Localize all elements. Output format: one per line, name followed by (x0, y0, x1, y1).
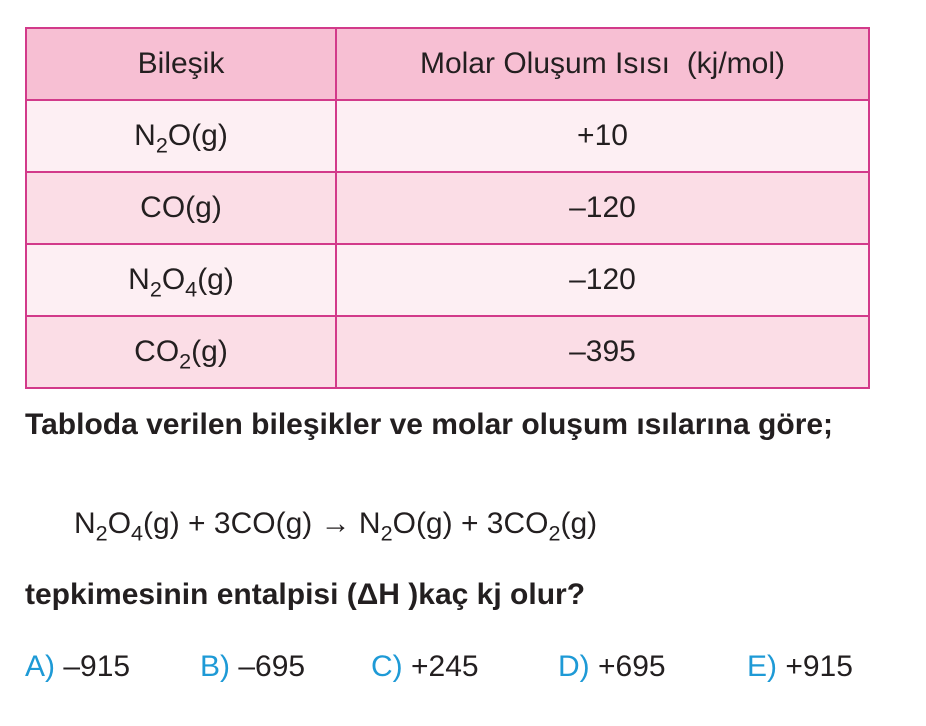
choice-c[interactable] (371, 650, 479, 684)
choice-e[interactable] (747, 650, 853, 684)
formation-heat-table (25, 27, 870, 389)
value-cell: –395 (336, 316, 869, 388)
choice-letter: E) (747, 650, 777, 683)
value-cell: –120 (336, 244, 869, 316)
question-intro: Tabloda verilen bileşikler ve molar oluşum ısılarına göre; (25, 408, 834, 441)
subscript: 2 (179, 348, 192, 374)
choice-value: –915 (63, 650, 131, 683)
choice-value: +915 (785, 650, 853, 683)
compound-cell: CO(g) (26, 172, 336, 244)
formation-heat-table-container (25, 27, 868, 382)
choice-a[interactable] (25, 650, 130, 684)
table-row (26, 244, 869, 316)
subscript: 2 (155, 132, 168, 158)
reaction-equation: $N_2O_4(g) + 3CO(g) \to N_2O(g) + 3CO_2(g)$ (74, 507, 598, 546)
subscript: 2 (149, 276, 162, 302)
choice-value: –695 (238, 650, 306, 683)
choice-letter: D) (558, 650, 590, 683)
choice-letter: B) (200, 650, 230, 683)
value-cell: +10 (336, 100, 869, 172)
choice-letter: C) (371, 650, 403, 683)
header-compound: Bileşik (26, 28, 336, 100)
subscript: 2 (380, 520, 393, 546)
table-header-row (26, 28, 869, 100)
choice-letter: A) (25, 650, 55, 683)
value-cell: –120 (336, 172, 869, 244)
compound-cell: $CO_2(g)$ (26, 316, 336, 388)
table-row (26, 100, 869, 172)
subscript: 4 (185, 276, 198, 302)
subscript: 2 (548, 520, 561, 546)
compound-cell: $N_2O_4(g)$ (26, 244, 336, 316)
table-row (26, 172, 869, 244)
table-row (26, 316, 869, 388)
choice-b[interactable] (200, 650, 305, 684)
choice-value: +245 (411, 650, 479, 683)
question-ask: tepkimesinin entalpisi (ΔH )kaç kj olur? (25, 578, 586, 611)
compound-cell: $N_2O(g)$ (26, 100, 336, 172)
header-molar-heat: Molar Oluşum Isısı (kj/mol) (336, 28, 869, 100)
choice-d[interactable] (558, 650, 666, 684)
subscript: 4 (131, 520, 144, 546)
choice-value: +695 (598, 650, 666, 683)
subscript: 2 (95, 520, 108, 546)
